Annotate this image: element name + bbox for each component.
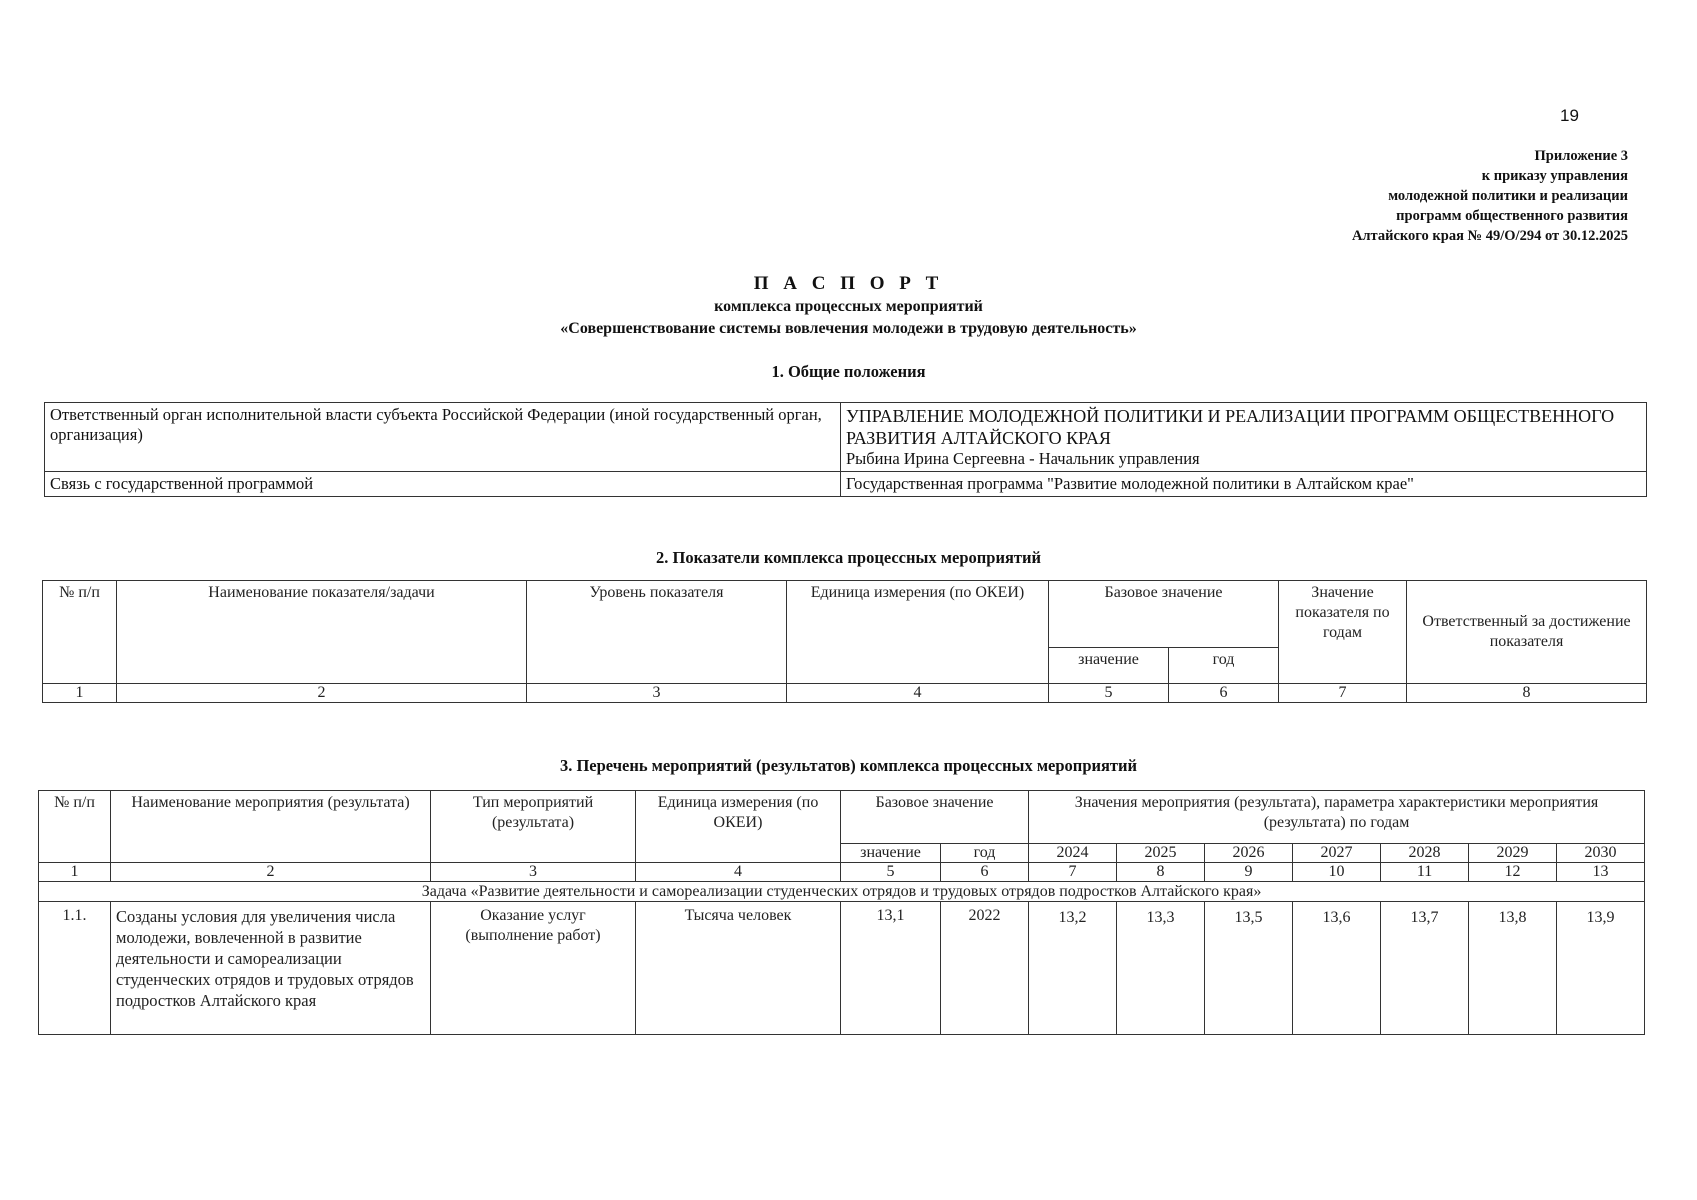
header-year: 2030 — [1557, 844, 1645, 863]
measure-name: Созданы условия для увеличения числа молодежи, вовлеченной в развитие деятельности и самореализации студенческих отрядов и трудовых отрядов подростков Алтайского края — [111, 902, 431, 1035]
table-row — [39, 791, 1645, 844]
header-year: 2028 — [1381, 844, 1469, 863]
column-number: 7 — [1279, 684, 1407, 703]
column-number: 6 — [1169, 684, 1279, 703]
measure-num: 1.1. — [39, 902, 111, 1035]
header-unit: Единица измерения (по ОКЕИ) — [787, 581, 1049, 684]
header-year: 2024 — [1029, 844, 1117, 863]
appendix-line: Алтайского края № 49/О/294 от 30.12.2025 — [1351, 228, 1628, 244]
column-number: 7 — [1029, 863, 1117, 882]
general-provisions-table — [44, 402, 1647, 497]
program-link-label: Связь с государственной программой — [45, 472, 841, 497]
header-base-year: год — [1169, 648, 1279, 684]
column-number: 4 — [636, 863, 841, 882]
column-number: 1 — [43, 684, 117, 703]
table-row — [39, 882, 1645, 902]
header-type: Тип мероприятий (результата) — [431, 791, 636, 863]
column-number: 2 — [111, 863, 431, 882]
responsible-value — [841, 403, 1647, 472]
appendix-line: программ общественного развития — [1396, 208, 1628, 224]
header-year: 2025 — [1117, 844, 1205, 863]
section1-title: 1. Общие положения — [771, 362, 926, 381]
header-year: 2026 — [1205, 844, 1293, 863]
measure-base-value: 13,1 — [841, 902, 941, 1035]
column-number: 10 — [1293, 863, 1381, 882]
section3-title: 3. Перечень мероприятий (результатов) комплекса процессных мероприятий — [559, 756, 1138, 775]
measure-year-value: 13,5 — [1205, 902, 1293, 1035]
column-number: 6 — [941, 863, 1029, 882]
passport-name: «Совершенствование системы вовлечения молодежи в трудовую деятельность» — [560, 320, 1137, 337]
column-number: 12 — [1469, 863, 1557, 882]
header-level: Уровень показателя — [527, 581, 787, 684]
appendix-line: молодежной политики и реализации — [1388, 188, 1628, 204]
measure-base-year: 2022 — [941, 902, 1029, 1035]
appendix-line: Приложение 3 — [1534, 148, 1628, 164]
appendix-note — [1108, 146, 1628, 246]
measure-year-value: 13,8 — [1469, 902, 1557, 1035]
header-name: Наименование мероприятия (результата) — [111, 791, 431, 863]
header-year: 2027 — [1293, 844, 1381, 863]
column-number: 8 — [1407, 684, 1647, 703]
column-number: 13 — [1557, 863, 1645, 882]
table-row — [39, 863, 1645, 882]
column-number: 2 — [117, 684, 527, 703]
passport-subtitle: комплекса процессных мероприятий — [714, 298, 983, 315]
header-responsible: Ответственный за достижение показателя — [1407, 581, 1647, 684]
program-link-value: Государственная программа "Развитие молодежной политики в Алтайском крае" — [841, 472, 1647, 497]
column-number: 3 — [527, 684, 787, 703]
header-year: 2029 — [1469, 844, 1557, 863]
column-number: 9 — [1205, 863, 1293, 882]
table-row — [43, 581, 1647, 648]
table-row — [43, 684, 1647, 703]
column-number: 3 — [431, 863, 636, 882]
task-row: Задача «Развитие деятельности и самореализации студенческих отрядов и трудовых отрядов подростков Алтайского края» — [39, 882, 1645, 902]
header-num: № п/п — [39, 791, 111, 863]
passport-title: П А С П О Р Т — [753, 273, 944, 294]
header-base-value: значение — [841, 844, 941, 863]
measure-year-value: 13,6 — [1293, 902, 1381, 1035]
column-number: 5 — [1049, 684, 1169, 703]
table-row — [45, 472, 1647, 497]
measure-year-value: 13,3 — [1117, 902, 1205, 1035]
passport-heading — [0, 272, 1697, 340]
header-unit: Единица измерения (по ОКЕИ) — [636, 791, 841, 863]
measure-year-value: 13,9 — [1557, 902, 1645, 1035]
indicators-table — [42, 580, 1647, 703]
header-values: Значения мероприятия (результата), параметра характеристики мероприятия (результата) по годам — [1029, 791, 1645, 844]
column-number: 4 — [787, 684, 1049, 703]
column-number: 1 — [39, 863, 111, 882]
table-row — [39, 902, 1645, 1035]
header-base: Базовое значение — [841, 791, 1029, 844]
column-number: 5 — [841, 863, 941, 882]
header-num: № п/п — [43, 581, 117, 684]
responsible-org: УПРАВЛЕНИЕ МОЛОДЕЖНОЙ ПОЛИТИКИ И РЕАЛИЗАЦИИ ПРОГРАММ ОБЩЕСТВЕННОГО РАЗВИТИЯ АЛТАЙСКОГО КРАЯ — [846, 406, 1615, 448]
header-base-value: значение — [1049, 648, 1169, 684]
measure-type: Оказание услуг (выполнение работ) — [431, 902, 636, 1035]
table-row — [45, 403, 1647, 472]
measure-year-value: 13,2 — [1029, 902, 1117, 1035]
measures-table — [38, 790, 1645, 1035]
header-base-year: год — [941, 844, 1029, 863]
appendix-line: к приказу управления — [1481, 168, 1628, 184]
header-name: Наименование показателя/задачи — [117, 581, 527, 684]
measure-unit: Тысяча человек — [636, 902, 841, 1035]
responsible-label: Ответственный орган исполнительной власти субъекта Российской Федерации (иной государственный орган, организация) — [45, 403, 841, 472]
measure-year-value: 13,7 — [1381, 902, 1469, 1035]
header-base: Базовое значение — [1049, 581, 1279, 648]
column-number: 11 — [1381, 863, 1469, 882]
page-number: 19 — [1560, 106, 1579, 125]
responsible-head: Рыбина Ирина Сергеевна - Начальник управления — [846, 449, 1200, 468]
header-values: Значение показателя по годам — [1279, 581, 1407, 684]
section2-title: 2. Показатели комплекса процессных мероприятий — [655, 548, 1041, 567]
column-number: 8 — [1117, 863, 1205, 882]
